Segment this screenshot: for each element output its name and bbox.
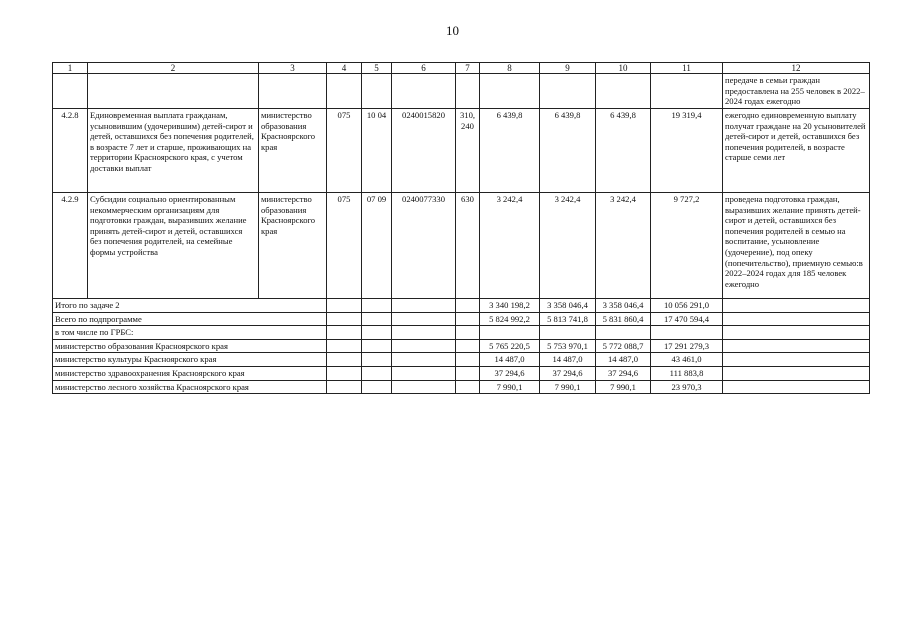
summary-row (53, 339, 870, 353)
amount-2023 (540, 326, 596, 340)
col-header: 2 (88, 63, 259, 74)
amount-total: 111 883,8 (651, 366, 723, 380)
amount-total (651, 326, 723, 340)
summary-row (53, 312, 870, 326)
section-cell: 07 09 (362, 193, 392, 299)
amount-2022: 6 439,8 (480, 109, 540, 193)
program-table (52, 62, 870, 394)
col-header: 10 (596, 63, 651, 74)
amount-2022: 5 824 992,2 (480, 312, 540, 326)
csr-cell: 0240015820 (392, 109, 456, 193)
col-header: 12 (723, 63, 870, 74)
amount-2022: 5 765 220,5 (480, 339, 540, 353)
amount-2023: 14 487,0 (540, 353, 596, 367)
amount-2023: 7 990,1 (540, 380, 596, 394)
csr-cell: 0240077330 (392, 193, 456, 299)
amount-2024: 3 358 046,4 (596, 299, 651, 313)
amount-total: 9 727,2 (651, 193, 723, 299)
summary-row (53, 353, 870, 367)
col-header: 9 (540, 63, 596, 74)
amount-2022: 14 487,0 (480, 353, 540, 367)
summary-label: министерство здравоохранения Красноярского края (53, 366, 327, 380)
col-header: 3 (259, 63, 327, 74)
amount-total: 17 470 594,4 (651, 312, 723, 326)
amount-2024: 7 990,1 (596, 380, 651, 394)
amount-2024: 5 772 088,7 (596, 339, 651, 353)
amount-2023: 6 439,8 (540, 109, 596, 193)
amount-2022: 37 294,6 (480, 366, 540, 380)
result-cell: передаче в семьи граждан предоставлена на 255 человек в 2022–2024 годах ежегодно (723, 74, 870, 109)
amount-2022: 3 242,4 (480, 193, 540, 299)
vr-cell: 310, 240 (456, 109, 480, 193)
code-cell: 075 (327, 109, 362, 193)
amount-2022: 3 340 198,2 (480, 299, 540, 313)
amount-total: 10 056 291,0 (651, 299, 723, 313)
col-header: 6 (392, 63, 456, 74)
col-header: 11 (651, 63, 723, 74)
amount-2024: 3 242,4 (596, 193, 651, 299)
row-number: 4.2.8 (53, 109, 88, 193)
amount-total: 17 291 279,3 (651, 339, 723, 353)
amount-2023: 5 813 741,8 (540, 312, 596, 326)
page-number: 10 (446, 23, 459, 38)
summary-row (53, 326, 870, 340)
amount-total: 19 319,4 (651, 109, 723, 193)
section-cell: 10 04 (362, 109, 392, 193)
summary-label: Итого по задаче 2 (53, 299, 327, 313)
table-row (53, 193, 870, 299)
result-cell: ежегодно единовременную выплату получат граждане на 20 усыновителей детей-сирот и детей, оставшихся без попечения родителей, в возрасте старше семи лет (723, 109, 870, 193)
amount-2022: 7 990,1 (480, 380, 540, 394)
amount-2024: 6 439,8 (596, 109, 651, 193)
col-header: 1 (53, 63, 88, 74)
col-header: 8 (480, 63, 540, 74)
result-cell: проведена подготовка граждан, выразивших желание принять детей-сирот и детей, оставшихся без попечения родителей в семью на воспитание, усыновление (удочерение), под опеку (попечительство), приемную семью:в 2022–2024 годах для 185 человек ежегодно (723, 193, 870, 299)
amount-2023: 5 753 970,1 (540, 339, 596, 353)
summary-label: министерство образования Красноярского края (53, 339, 327, 353)
summary-row (53, 380, 870, 394)
grbs-cell: министерство образования Красноярского края (259, 109, 327, 193)
vr-cell: 630 (456, 193, 480, 299)
summary-label: в том числе по ГРБС: (53, 326, 327, 340)
measure-name: Единовременная выплата гражданам, усыновившим (удочерившим) детей-сирот и детей, оставшихся без попечения родителей, в возрасте 7 лет и старше, проживающих на территории Красноярского края, с учетом доставки выплат (88, 109, 259, 193)
amount-2023: 3 358 046,4 (540, 299, 596, 313)
amount-2022 (480, 326, 540, 340)
grbs-cell: министерство образования Красноярского края (259, 193, 327, 299)
amount-2023: 37 294,6 (540, 366, 596, 380)
table-row (53, 109, 870, 193)
col-header: 4 (327, 63, 362, 74)
amount-2023: 3 242,4 (540, 193, 596, 299)
continuation-row (53, 74, 870, 109)
amount-2024: 5 831 860,4 (596, 312, 651, 326)
summary-label: Всего по подпрограмме (53, 312, 327, 326)
summary-label: министерство культуры Красноярского края (53, 353, 327, 367)
col-header: 7 (456, 63, 480, 74)
amount-2024: 14 487,0 (596, 353, 651, 367)
amount-2024: 37 294,6 (596, 366, 651, 380)
amount-2024 (596, 326, 651, 340)
amount-total: 43 461,0 (651, 353, 723, 367)
col-header: 5 (362, 63, 392, 74)
code-cell: 075 (327, 193, 362, 299)
summary-row (53, 366, 870, 380)
measure-name: Субсидии социально ориентированным некоммерческим организациям для подготовки граждан, выразивших желание принять детей-сирот и детей, оставшихся без попечения родителей, на семейные формы устройства (88, 193, 259, 299)
amount-total: 23 970,3 (651, 380, 723, 394)
summary-label: министерство лесного хозяйства Красноярского края (53, 380, 327, 394)
row-number: 4.2.9 (53, 193, 88, 299)
column-number-row (53, 63, 870, 74)
summary-row (53, 299, 870, 313)
